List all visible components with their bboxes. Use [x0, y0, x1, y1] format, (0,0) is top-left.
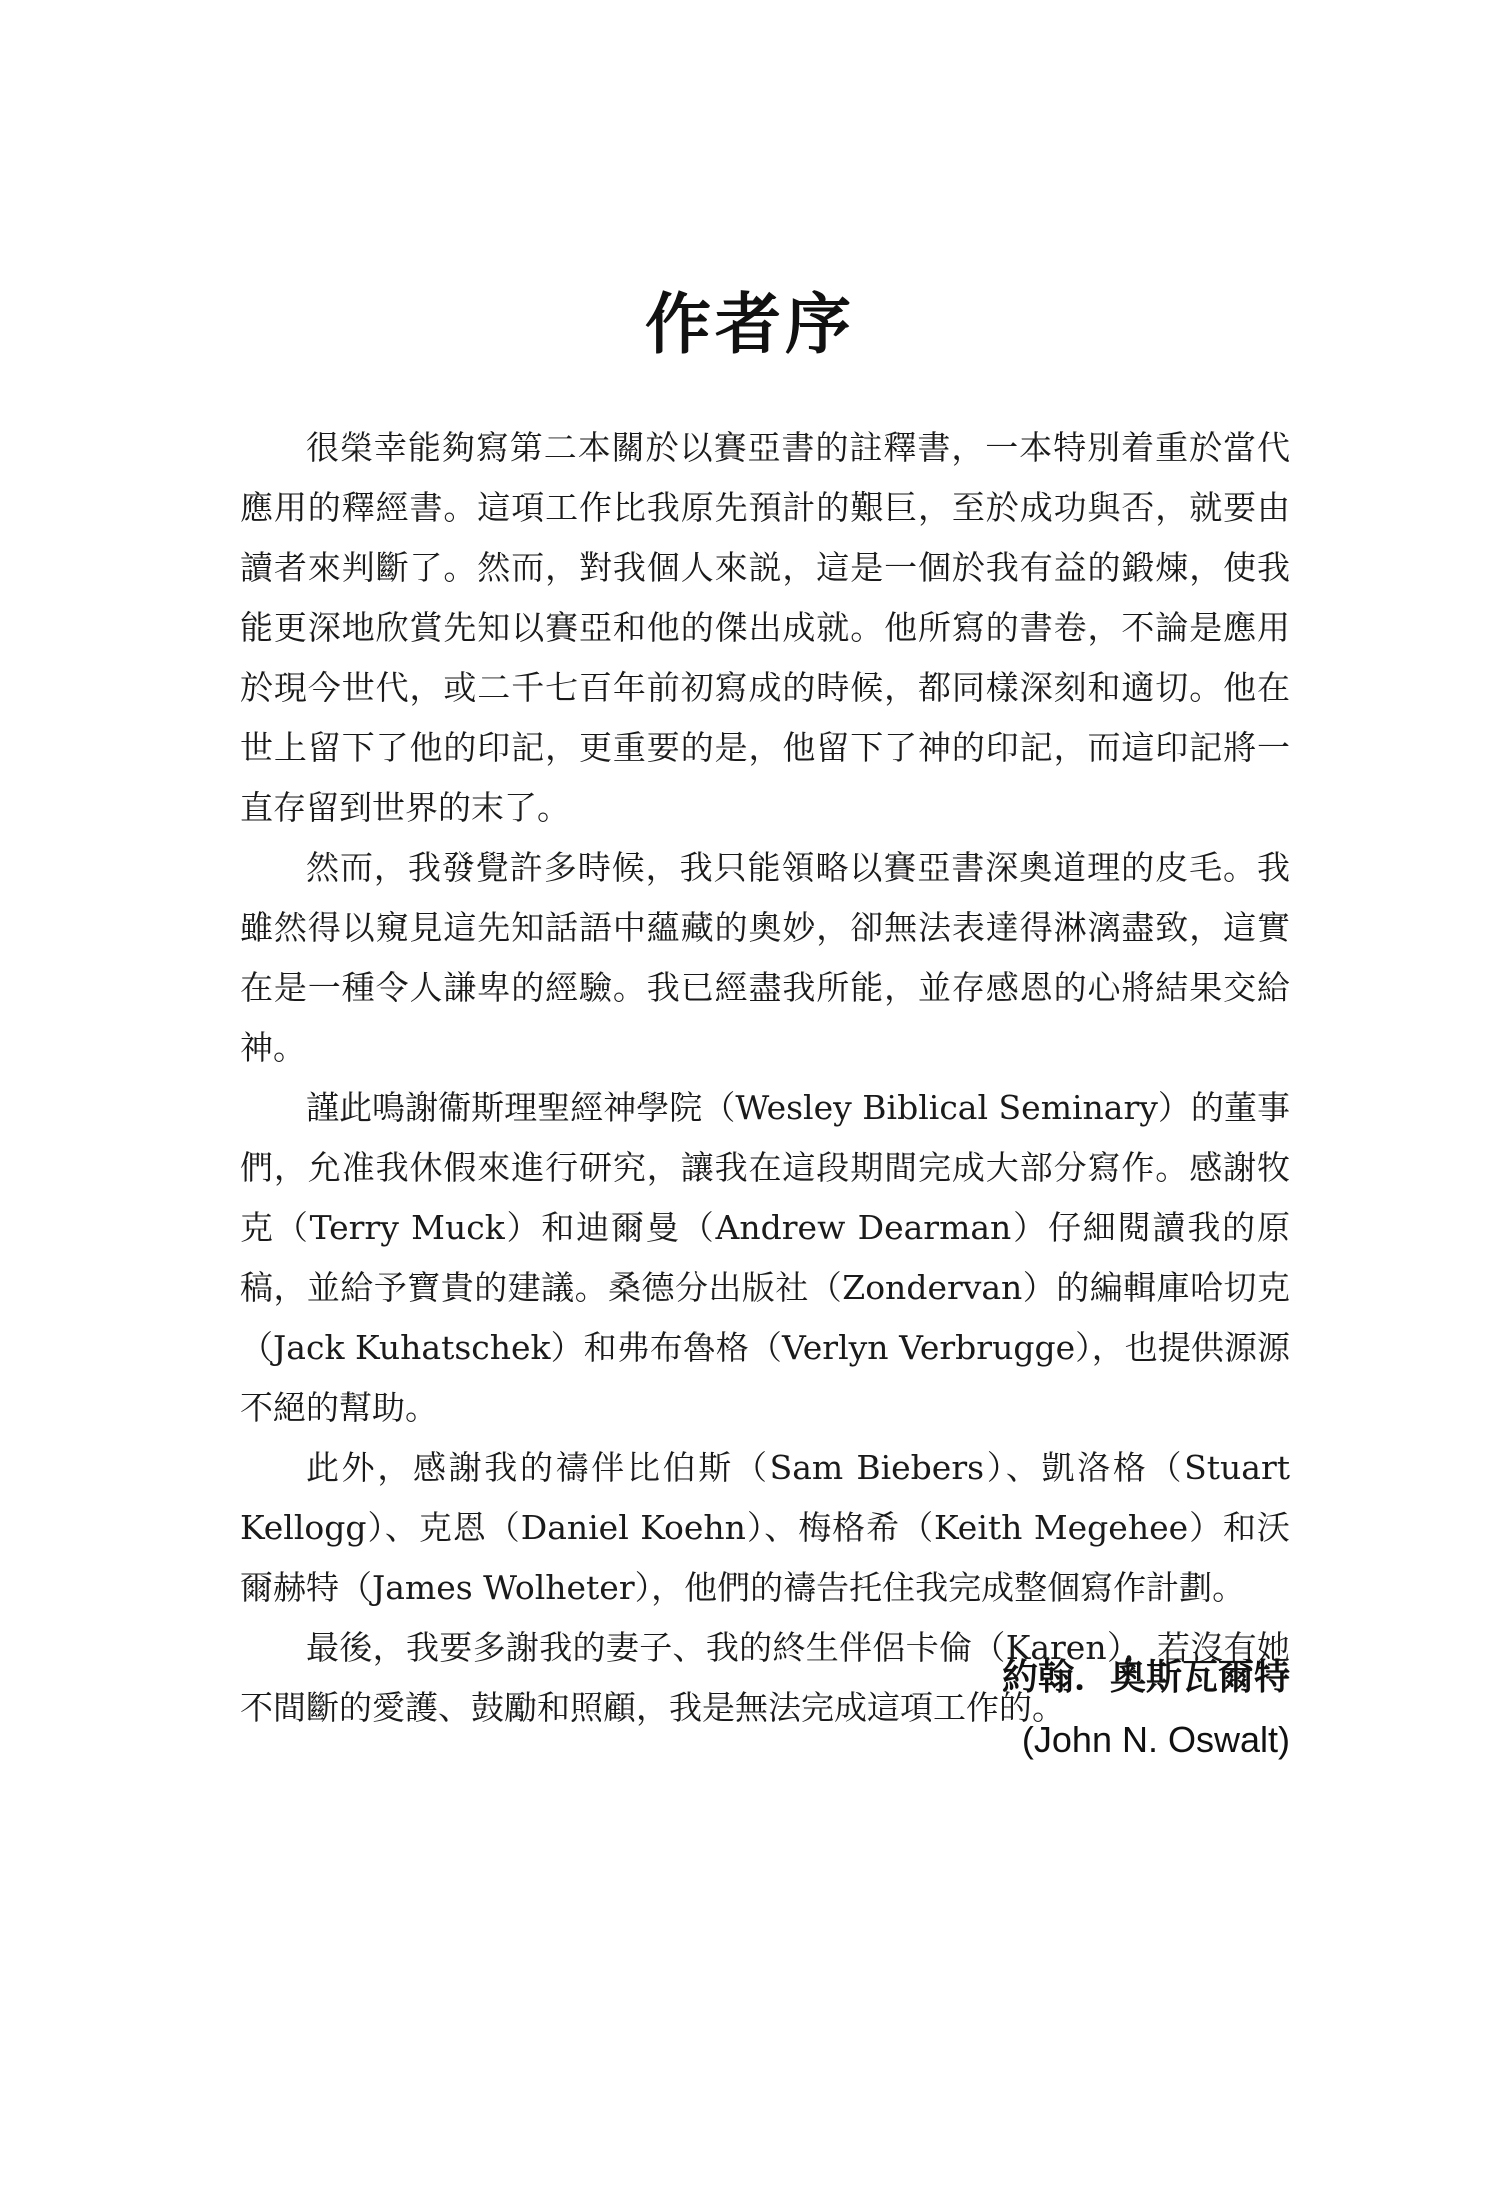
- paragraph-4: 此外，感謝我的禱伴比伯斯（Sam Biebers）、凱洛格（Stuart Kellogg）、克恩（Daniel Koehn）、梅格希（Keith Megehee）和沃爾赫特（James Wolheter），他們的禱告托住我完成整個寫作計劃。: [240, 1448, 1290, 1607]
- paragraph-2: 然而，我發覺許多時候，我只能領略以賽亞書深奧道理的皮毛。我雖然得以窺見這先知話語中蘊藏的奧妙，卻無法表達得淋漓盡致，這實在是一種令人謙卑的經驗。我已經盡我所能，並存感恩的心將結果交給神。: [240, 848, 1290, 1067]
- page-title: 作者序: [645, 286, 855, 364]
- author-signature-chinese: 約翰．奧斯瓦爾特: [1001, 1657, 1290, 1698]
- paragraph-1: 很榮幸能夠寫第二本關於以賽亞書的註釋書，一本特別着重於當代應用的釋經書。這項工作比我原先預計的艱巨，至於成功與否，就要由讀者來判斷了。然而，對我個人來説，這是一個於我有益的鍛煉，使我能更深地欣賞先知以賽亞和他的傑出成就。他所寫的書卷，不論是應用於現今世代，或二千七百年前初寫成的時候，都同樣深刻和適切。他在世上留下了他的印記，更重要的是，他留下了神的印記，而這印記將一直存留到世界的末了。: [240, 428, 1290, 827]
- author-signature-english: (John N. Oswalt): [1021, 1719, 1290, 1760]
- paragraph-3: 謹此鳴謝衞斯理聖經神學院（Wesley Biblical Seminary）的董事們，允准我休假來進行研究，讓我在這段期間完成大部分寫作。感謝牧克（Terry Muck）和迪爾曼（Andrew Dearman）仔細閱讀我的原稿，並給予寶貴的建議。桑德分出版社（Zondervan）的編輯庫哈切克（Jack Kuhatschek）和弗布魯格（Verlyn Verbrugge），也提供源源不絕的幫助。: [240, 1088, 1290, 1427]
- preface-body: [240, 418, 1290, 1738]
- paragraph-5: 最後，我要多謝我的妻子、我的終生伴侶卡倫（Karen），若沒有她不間斷的愛護、鼓勵和照顧，我是無法完成這項工作的。: [240, 1628, 1290, 1727]
